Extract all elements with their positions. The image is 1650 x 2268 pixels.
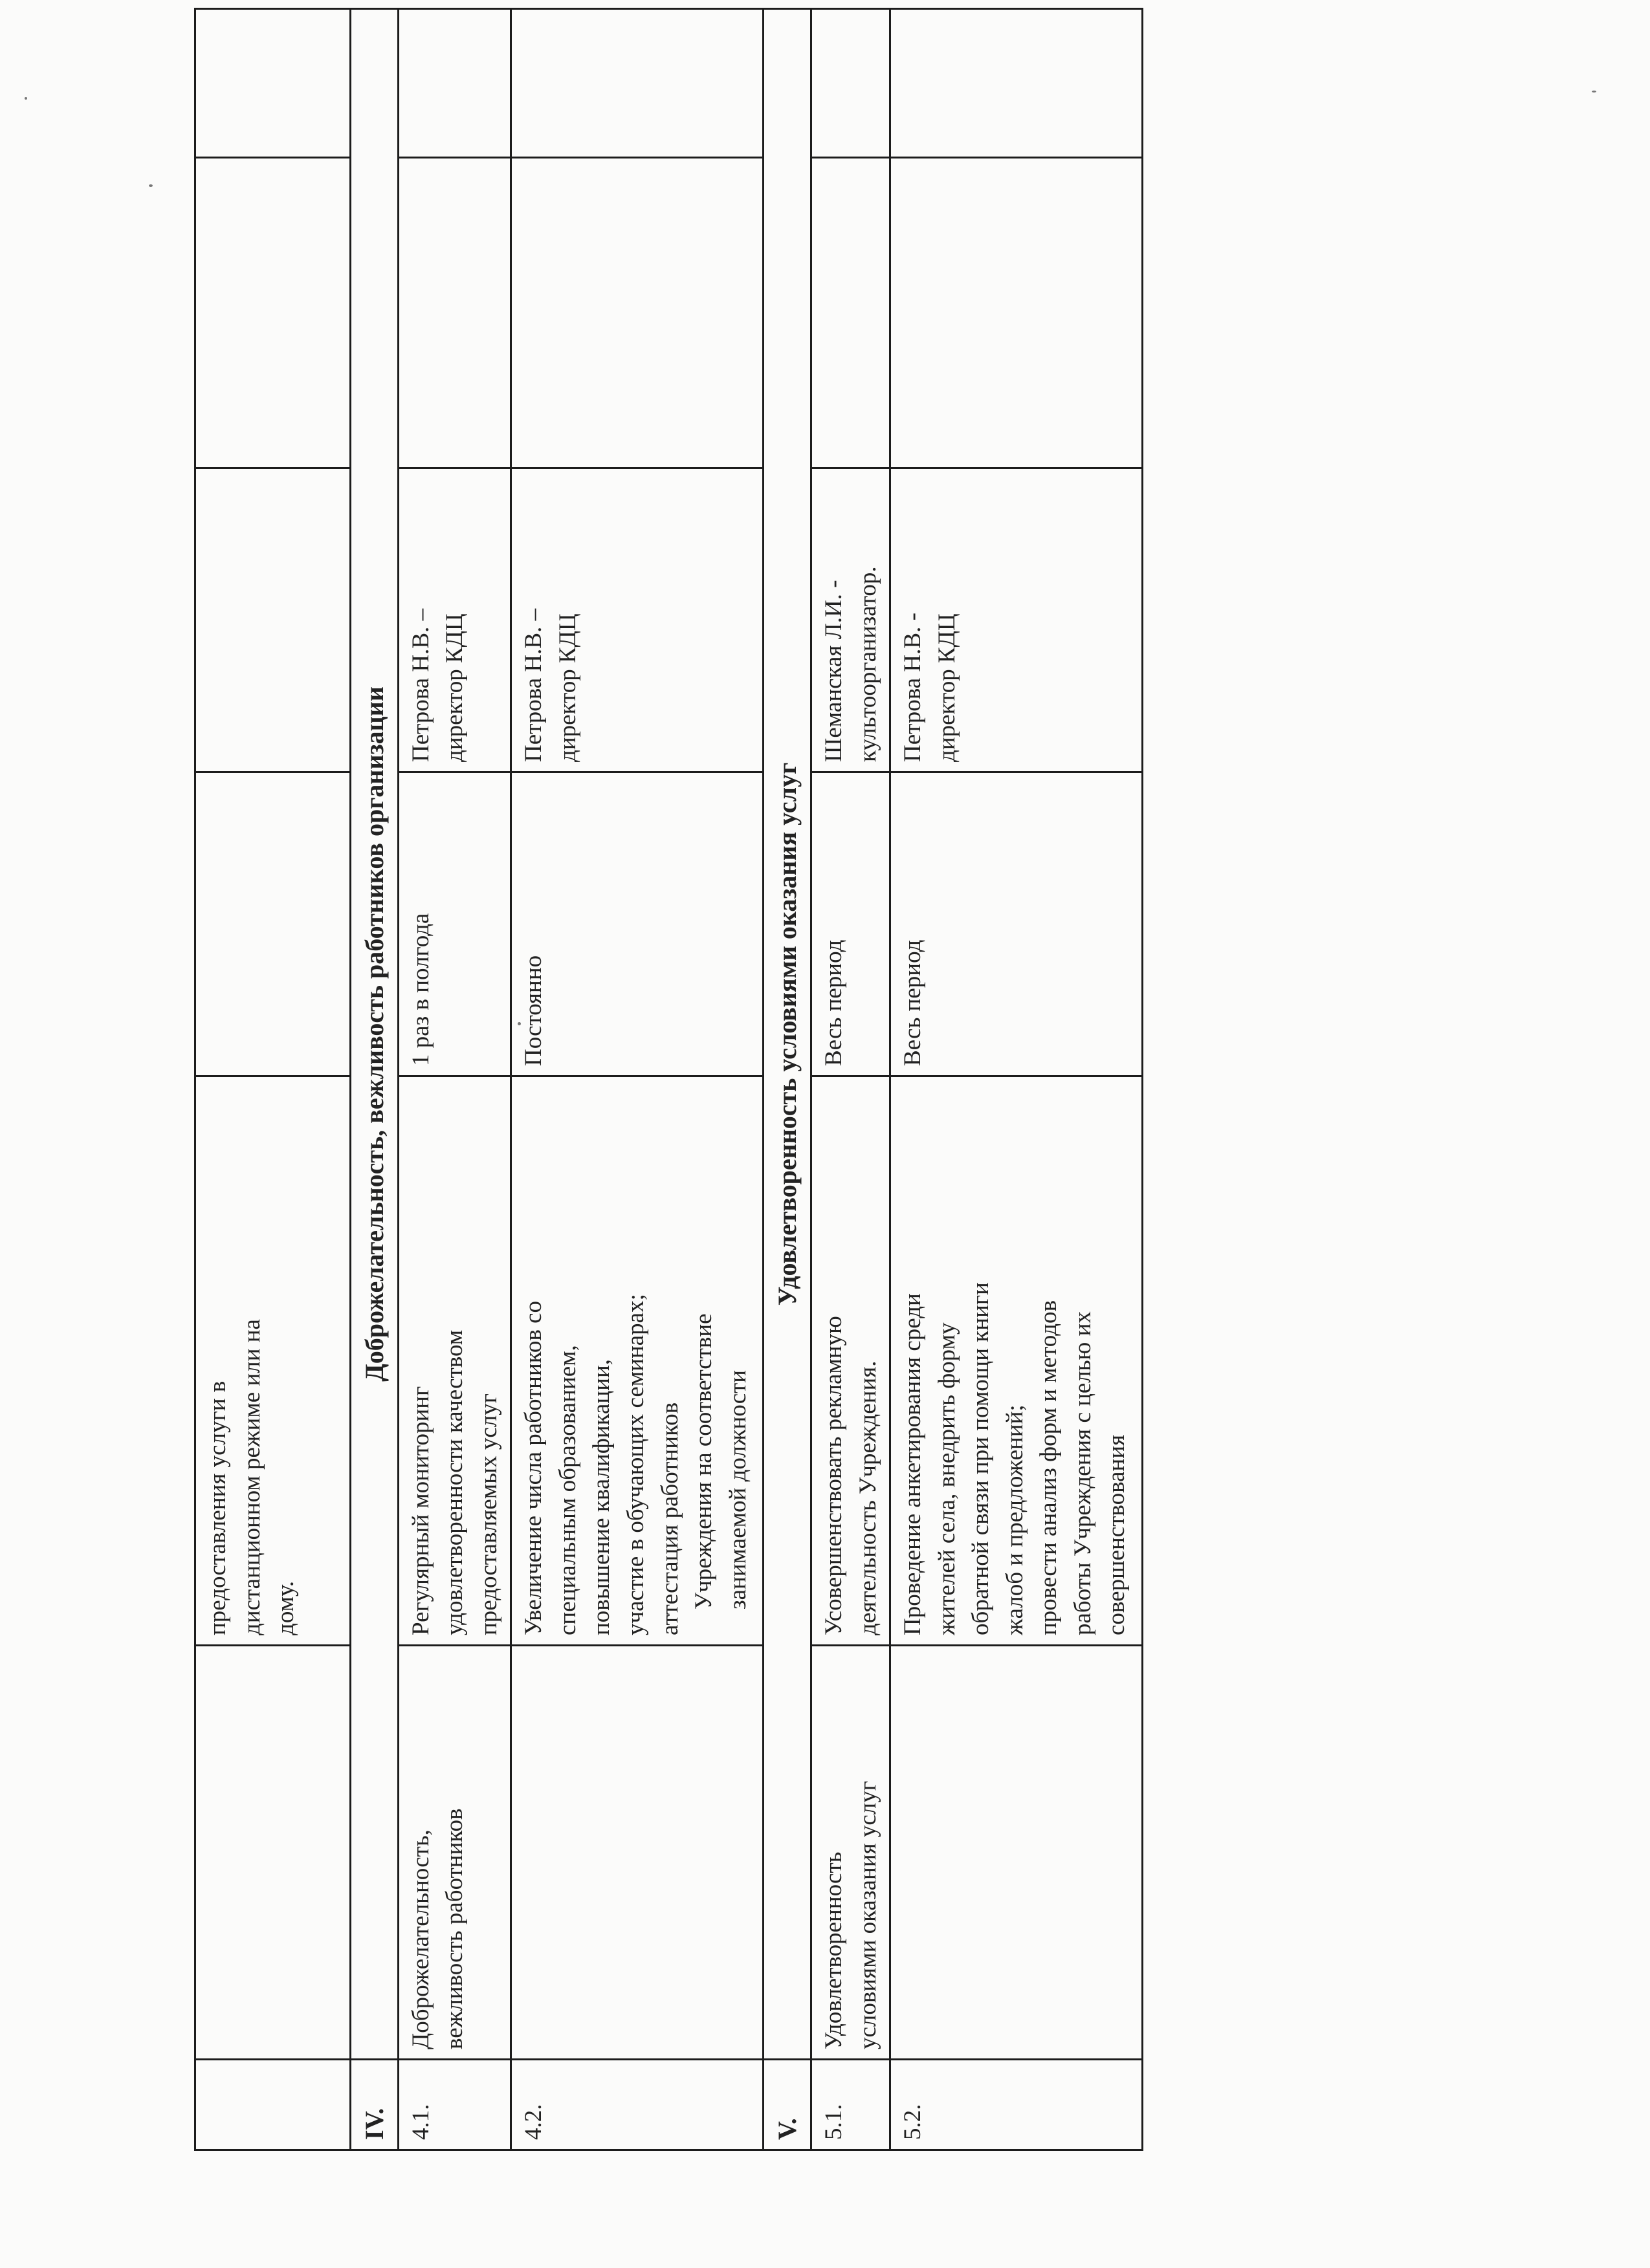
rotated-table-wrapper bbox=[194, 10, 1644, 2151]
measure-line: совершенствования bbox=[1103, 1434, 1130, 1635]
cell-term: Весь период bbox=[890, 772, 1143, 1076]
cell-empty bbox=[511, 158, 764, 468]
cell-term: Постоянно bbox=[511, 772, 764, 1076]
measure-line: жителей села, внедрить форму bbox=[933, 1322, 960, 1635]
measure-line: обратной связи при помощи книги bbox=[967, 1282, 995, 1635]
cell-empty bbox=[195, 158, 351, 468]
cell-empty bbox=[195, 468, 351, 772]
scan-speck bbox=[25, 97, 27, 100]
measure-line: занимаемой должности bbox=[724, 1369, 751, 1609]
measure-line: аттестация работников bbox=[656, 1402, 683, 1635]
cell-term: Весь период bbox=[811, 772, 890, 1076]
cell-measure: предоставления услуги в дистанционном режиме или на дому. bbox=[195, 1076, 351, 1646]
improvement-plan-table bbox=[194, 8, 1143, 2151]
cell-responsible: Петрова Н.В. – директор КДЦ bbox=[398, 468, 511, 772]
section-number: V. bbox=[764, 2060, 811, 2150]
cell-criterion: Доброжелательность, вежливость работников bbox=[398, 1646, 511, 2060]
cell-number: 5.2. bbox=[890, 2060, 1143, 2150]
cell-empty bbox=[195, 1646, 351, 2060]
section-number: IV. bbox=[351, 2060, 399, 2150]
cell-measure bbox=[511, 1076, 764, 1646]
table-row bbox=[811, 9, 890, 2150]
cell-empty bbox=[195, 2060, 351, 2150]
measure-line: Проведение анкетирования среди bbox=[899, 1293, 927, 1635]
cell-responsible: Шеманская Л.И. - культоорганизатор. bbox=[811, 468, 890, 772]
cell-empty bbox=[398, 158, 511, 468]
cell-measure: Усовершенствовать рекламную деятельность Учреждения. bbox=[811, 1076, 890, 1646]
cell-empty bbox=[195, 772, 351, 1076]
cell-number: 4.2. bbox=[511, 2060, 764, 2150]
cell-empty bbox=[890, 158, 1143, 468]
cell-empty bbox=[890, 1646, 1143, 2060]
table-row bbox=[511, 9, 764, 2150]
section-row bbox=[764, 9, 811, 2150]
cell-empty bbox=[811, 158, 890, 468]
cell-responsible: Петрова Н.В. - директор КДЦ bbox=[890, 468, 1143, 772]
section-title: Доброжелательность, вежливость работников организации bbox=[351, 9, 399, 2060]
cell-empty bbox=[511, 1646, 764, 2060]
measure-line: жалоб и предложений; bbox=[1001, 1404, 1028, 1635]
cell-term: 1 раз в полгода bbox=[398, 772, 511, 1076]
cell-measure: Регулярный мониторинг удовлетворенности качеством предоставляемых услуг bbox=[398, 1076, 511, 1646]
cell-responsible: Петрова Н.В. – директор КДЦ bbox=[511, 468, 764, 772]
measure-line: работы Учреждения с целью их bbox=[1069, 1311, 1096, 1635]
cell-empty bbox=[890, 9, 1143, 158]
table-row bbox=[398, 9, 511, 2150]
cell-number: 4.1. bbox=[398, 2060, 511, 2150]
section-row bbox=[351, 9, 399, 2150]
section-title: Удовлетворенность условиями оказания услуг bbox=[764, 9, 811, 2060]
cell-empty bbox=[511, 9, 764, 158]
cell-number: 5.1. bbox=[811, 2060, 890, 2150]
cell-measure bbox=[890, 1076, 1143, 1646]
table-row bbox=[195, 9, 351, 2150]
cell-empty bbox=[195, 9, 351, 158]
cell-empty bbox=[398, 9, 511, 158]
scan-speck bbox=[149, 184, 153, 187]
measure-line: специальным образованием, bbox=[554, 1345, 581, 1635]
measure-line: провести анализ форм и методов bbox=[1035, 1300, 1062, 1635]
measure-line: участие в обучающих семинарах; bbox=[622, 1294, 649, 1635]
cell-criterion: Удовлетворенность условиями оказания услуг bbox=[811, 1646, 890, 2060]
measure-line: Увеличение числа работников со bbox=[520, 1300, 547, 1635]
table-row bbox=[890, 9, 1143, 2150]
measure-line: повышение квалификации, bbox=[588, 1358, 615, 1635]
cell-empty bbox=[811, 9, 890, 158]
measure-line: Учреждения на соответствие bbox=[690, 1313, 718, 1609]
